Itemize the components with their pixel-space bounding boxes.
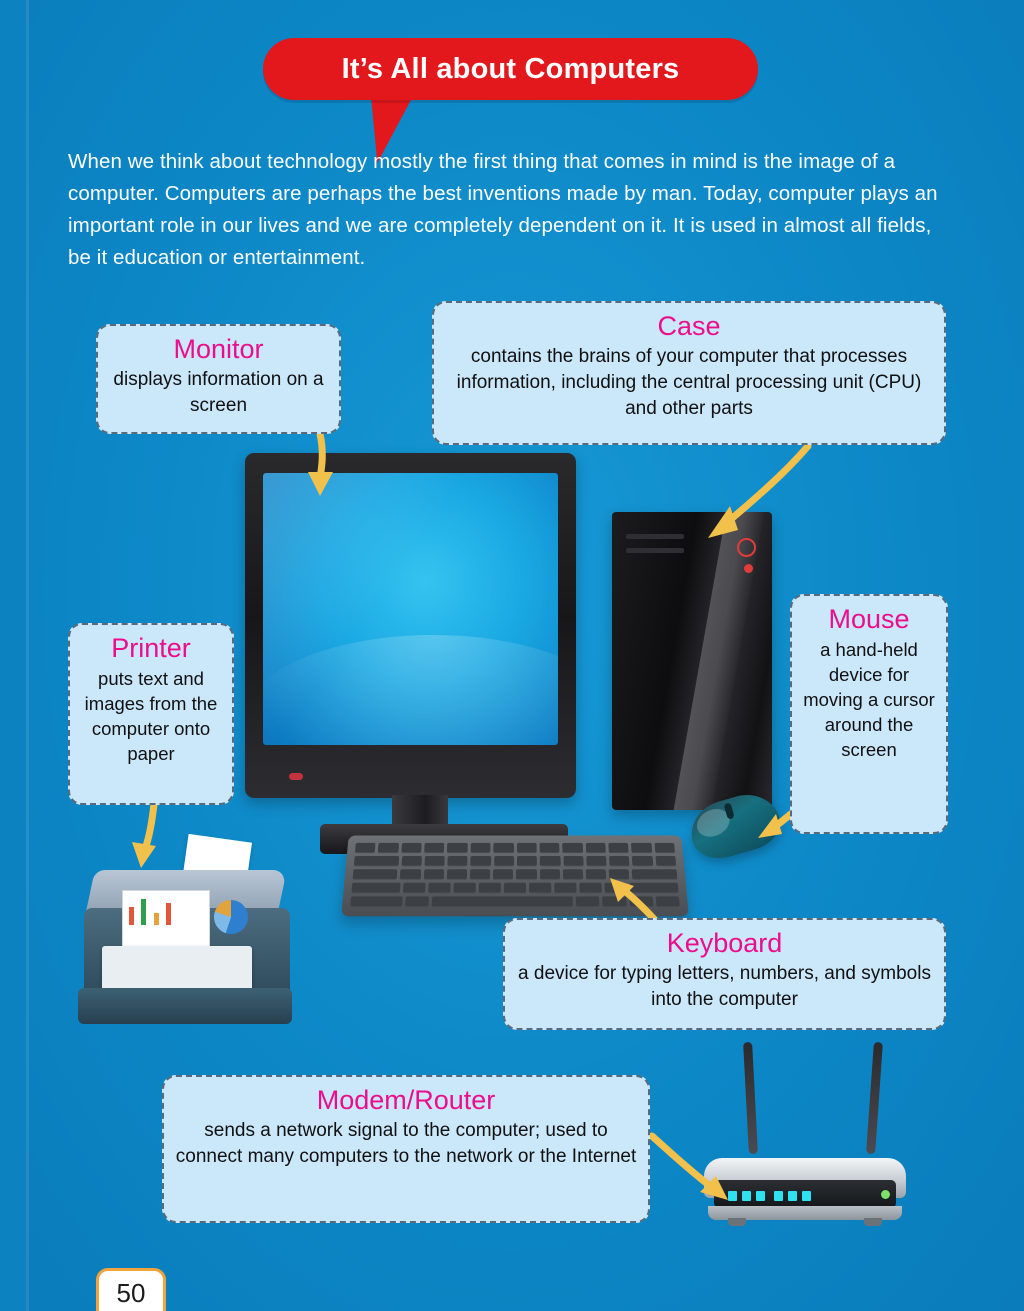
callout-mouse-body: a hand-held device for moving a cursor around the screen <box>803 639 935 760</box>
arrow-to-monitor <box>300 430 360 500</box>
callout-monitor-body: displays information on a screen <box>113 369 324 416</box>
printer-pie-chart <box>214 900 248 934</box>
callout-keyboard <box>503 918 946 1030</box>
title-banner <box>263 38 758 100</box>
callout-mouse-title: Mouse <box>828 604 910 634</box>
router-power-led <box>881 1190 890 1199</box>
router-antenna-left <box>743 1042 758 1154</box>
printer-document-preview <box>122 890 210 952</box>
arrow-to-printer <box>120 800 200 880</box>
printer-base <box>78 988 292 1024</box>
callout-printer-body: puts text and images from the computer onto paper <box>84 668 218 764</box>
router-foot-left <box>728 1218 746 1226</box>
left-margin-strip <box>0 0 26 1311</box>
arrow-to-modem <box>648 1130 738 1210</box>
router-foot-right <box>864 1218 882 1226</box>
callout-keyboard-body: a device for typing letters, numbers, and symbols into the computer <box>518 963 931 1010</box>
tower-drive-slot-2 <box>626 548 684 553</box>
page-number: 50 <box>116 1278 146 1308</box>
tower-status-led <box>744 564 753 573</box>
callout-modem-title: Modem/Router <box>316 1085 496 1115</box>
keyboard-row <box>354 856 676 866</box>
computer-monitor <box>245 453 576 798</box>
callout-case-body: contains the brains of your computer that processes information, including the central processing unit (CPU) and other parts <box>456 346 922 419</box>
printer-chart-bars <box>129 899 174 925</box>
tower-drive-slot <box>626 534 684 539</box>
callout-case <box>432 301 946 445</box>
router-status-leds <box>728 1188 816 1206</box>
callout-keyboard-title: Keyboard <box>666 928 783 958</box>
callout-monitor-title: Monitor <box>173 334 264 364</box>
page-title: It’s All about Computers <box>341 53 680 85</box>
callout-mouse <box>790 594 948 834</box>
monitor-power-led <box>289 773 303 780</box>
arrow-to-case <box>690 440 830 550</box>
callout-modem <box>162 1075 650 1223</box>
mouse-scroll-wheel <box>724 802 735 819</box>
callout-monitor <box>96 324 341 434</box>
monitor-screen <box>263 473 558 745</box>
intro-paragraph: When we think about technology mostly the first thing that comes in mind is the image of a computer. Computers are perhaps the best inventions made by man. Today, computer plays an important role in our lives and we are completely dependent on it. It is used in almost all fields, be it education or entertainment. <box>68 150 938 269</box>
callout-printer-title: Printer <box>111 633 191 663</box>
callout-case-title: Case <box>657 311 721 341</box>
keyboard-row <box>355 843 675 853</box>
callout-printer <box>68 623 234 805</box>
computer-tower-case <box>612 512 772 810</box>
left-margin-edge <box>26 0 29 1311</box>
router-antenna-right <box>866 1042 883 1154</box>
callout-modem-body: sends a network signal to the computer; used to connect many computers to the network or the Internet <box>175 1120 637 1167</box>
